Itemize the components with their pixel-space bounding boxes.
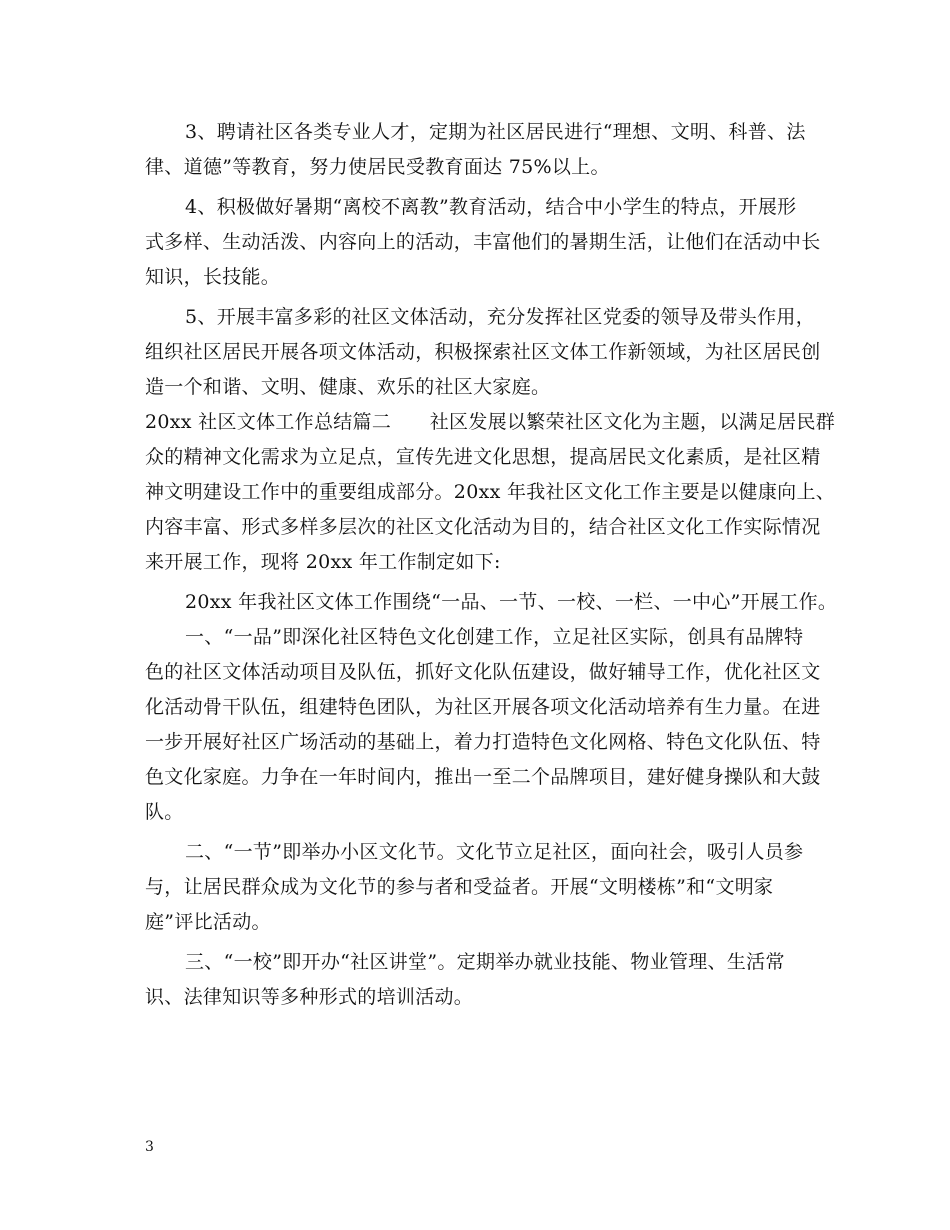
text-line: 一、“一品”即深化社区特色文化创建工作，立足社区实际，创具有品牌特 bbox=[185, 626, 804, 648]
text-line: 20xx 年我社区文体工作围绕“一品、一节、一校、一栏、一中心”开展工作。 bbox=[185, 591, 838, 613]
text-line: 知识，长技能。 bbox=[145, 266, 281, 288]
page-number: 3 bbox=[145, 1139, 154, 1155]
text-line: 色文化家庭。力争在一年时间内，推出一至二个品牌项目，建好健身操队和大鼓 bbox=[145, 766, 821, 788]
text-line: 内容丰富、形式多样多层次的社区文化活动为目的，结合社区文化工作实际情况 bbox=[145, 516, 821, 538]
text-line: 来开展工作，现将 20xx 年工作制定如下: bbox=[145, 551, 501, 573]
text-line: 式多样、生动活泼、内容向上的活动，丰富他们的暑期生活，让他们在活动中长 bbox=[145, 231, 821, 253]
text-line: 色的社区文体活动项目及队伍，抓好文化队伍建设，做好辅导工作，优化社区文 bbox=[145, 661, 821, 683]
text-line: 队。 bbox=[145, 801, 184, 823]
text-line: 神文明建设工作中的重要组成部分。20xx 年我社区文化工作主要是以健康向上、 bbox=[145, 481, 836, 503]
text-line: 识、法律知识等多种形式的培训活动。 bbox=[145, 986, 474, 1008]
text-line: 众的精神文化需求为立足点，宣传先进文化思想，提高居民文化素质，是社区精 bbox=[145, 446, 821, 468]
text-line: 与，让居民群众成为文化节的参与者和受益者。开展“文明楼栋”和“文明家 bbox=[145, 876, 774, 898]
section-heading-line: 20xx 社区文体工作总结篇二 社区发展以繁荣社区文化为主题，以满足居民群 bbox=[145, 411, 836, 433]
text-line: 4、积极做好暑期“离校不离教”教育活动，结合中小学生的特点，开展形 bbox=[185, 196, 797, 218]
text-line: 律、道德”等教育，努力使居民受教育面达 75%以上。 bbox=[145, 156, 610, 178]
text-line: 三、“一校”即开办“社区讲堂”。定期举办就业技能、物业管理、生活常 bbox=[185, 951, 785, 973]
text-line: 化活动骨干队伍，组建特色团队，为社区开展各项文化活动培养有生力量。在进 bbox=[145, 696, 821, 718]
text-line: 造一个和谐、文明、健康、欢乐的社区大家庭。 bbox=[145, 376, 551, 398]
text-line: 一步开展好社区广场活动的基础上，着力打造特色文化网格、特色文化队伍、特 bbox=[145, 731, 821, 753]
text-line: 3、聘请社区各类专业人才，定期为社区居民进行“理想、文明、科普、法 bbox=[185, 121, 806, 143]
text-line: 庭”评比活动。 bbox=[145, 911, 271, 933]
text-line: 二、“一节”即举办小区文化节。文化节立足社区，面向社会，吸引人员参 bbox=[185, 841, 804, 863]
text-line: 组织社区居民开展各项文体活动，积极探索社区文体工作新领域，为社区居民创 bbox=[145, 341, 821, 363]
text-line: 5、开展丰富多彩的社区文体活动，充分发挥社区党委的领导及带头作用， bbox=[185, 306, 815, 328]
